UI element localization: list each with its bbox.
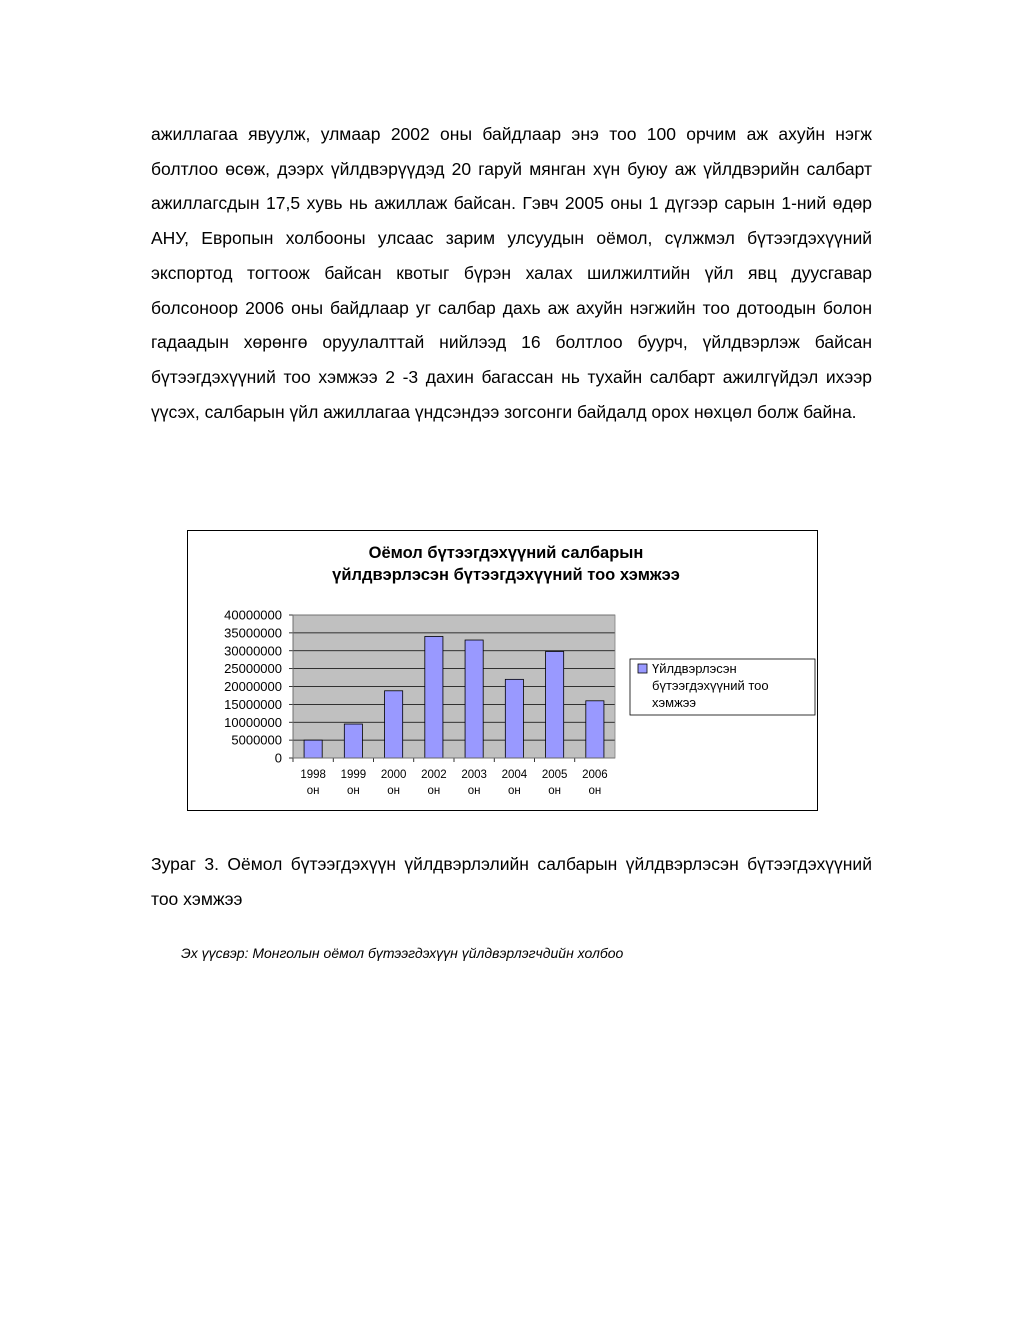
chart-title-line2: үйлдвэрлэсэн бүтээгдэхүүний тоо хэмжээ bbox=[332, 566, 680, 584]
bar-2002 bbox=[425, 636, 443, 758]
x-tick-label-suffix: он bbox=[588, 785, 602, 797]
x-tick-label-year: 2000 bbox=[380, 769, 407, 781]
y-tick-label: 30000000 bbox=[224, 643, 282, 659]
x-tick-label-suffix: он bbox=[347, 785, 360, 797]
source-note: Эх үүсвэр: Монголын оёмол бүтээгдэхүүн үйлдвэрлэгчдийн холбоо bbox=[181, 945, 624, 961]
legend-label-line: Үйлдвэрлэсэн bbox=[652, 661, 737, 676]
x-tick-label-year: 2003 bbox=[461, 769, 487, 781]
x-tick-label-year: 2004 bbox=[501, 769, 528, 781]
bar-chart bbox=[187, 530, 818, 811]
x-tick-label-suffix: он bbox=[306, 785, 320, 797]
x-tick-label-suffix: он bbox=[387, 785, 400, 797]
x-tick-label-year: 2005 bbox=[541, 769, 568, 781]
y-tick-label: 35000000 bbox=[224, 625, 282, 641]
legend-label-line: хэмжээ bbox=[652, 695, 697, 710]
x-tick-label-suffix: он bbox=[427, 785, 441, 797]
bar-2004 bbox=[505, 679, 523, 758]
y-tick-label: 20000000 bbox=[224, 679, 282, 694]
y-tick-label: 10000000 bbox=[224, 714, 282, 730]
bar-1999 bbox=[344, 724, 362, 758]
y-tick-label: 15000000 bbox=[224, 696, 282, 712]
bar-1998 bbox=[304, 740, 322, 758]
legend-swatch bbox=[638, 664, 647, 673]
x-tick-label-year: 2006 bbox=[582, 769, 608, 781]
chart-svg bbox=[188, 531, 819, 812]
body-paragraph: ажиллагаа явуулж, улмаар 2002 оны байдлаар энэ тоо 100 орчим аж ахуйн нэгж болтлоо өсөж, дээрх үйлдвэрүүдэд 20 гаруй мянган хүн буюу аж үйлдвэрийн салбарт ажиллагсдын 17,5 хувь нь ажиллаж байсан. Гэвч 2005 оны 1 дүгээр сарын 1-ний өдөр АНУ, Европын холбооны улсаас зарим улсуудын оёмол, сүлжмэл бүтээгдэхүүний экспортод тогтоож байсан квотыг бүрэн халах шилжилтийн үйл явц дуусгавар болсоноор 2006 оны байдлаар уг салбар дахь аж ахуйн нэгжийн тоо дотоодын болон гадаадын хөрөнгө оруулалттай нийлээд 16 болтлоо буурч, үйлдвэрлэж байсан бүтээгдэхүүний тоо хэмжээ 2 -3 дахин багассан нь тухайн салбарт ажилгүйдэл ихээр үүсэх, салбарын үйл ажиллагаа үндсэндээ зогсонги байдалд орох нөхцөл болж байна. bbox=[151, 124, 872, 422]
y-tick-label: 5000000 bbox=[231, 732, 282, 748]
y-tick-label: 40000000 bbox=[224, 607, 282, 623]
bar-2003 bbox=[465, 640, 483, 758]
x-tick-label-year: 1998 bbox=[300, 769, 326, 781]
x-tick-label-suffix: он bbox=[467, 785, 481, 797]
x-tick-label-year: 2002 bbox=[421, 769, 447, 781]
chart-title-line1: Оёмол бүтээгдэхүүний салбарын bbox=[368, 544, 644, 562]
x-tick-label-suffix: он bbox=[548, 785, 561, 797]
y-tick-label: 25000000 bbox=[224, 661, 282, 677]
bar-2006 bbox=[586, 701, 604, 758]
bar-2000 bbox=[385, 691, 403, 758]
legend-label-line: бүтээгдэхүүний тоо bbox=[652, 678, 769, 693]
x-tick-label-year: 1999 bbox=[340, 769, 367, 781]
figure-caption: Зураг 3. Оёмол бүтээгдэхүүн үйлдвэрлэлийн салбарын үйлдвэрлэсэн бүтээгдэхүүний тоо хэмжээ bbox=[151, 854, 872, 909]
bar-2005 bbox=[546, 651, 564, 758]
x-tick-label-suffix: он bbox=[508, 785, 521, 797]
y-tick-label: 0 bbox=[274, 750, 282, 766]
